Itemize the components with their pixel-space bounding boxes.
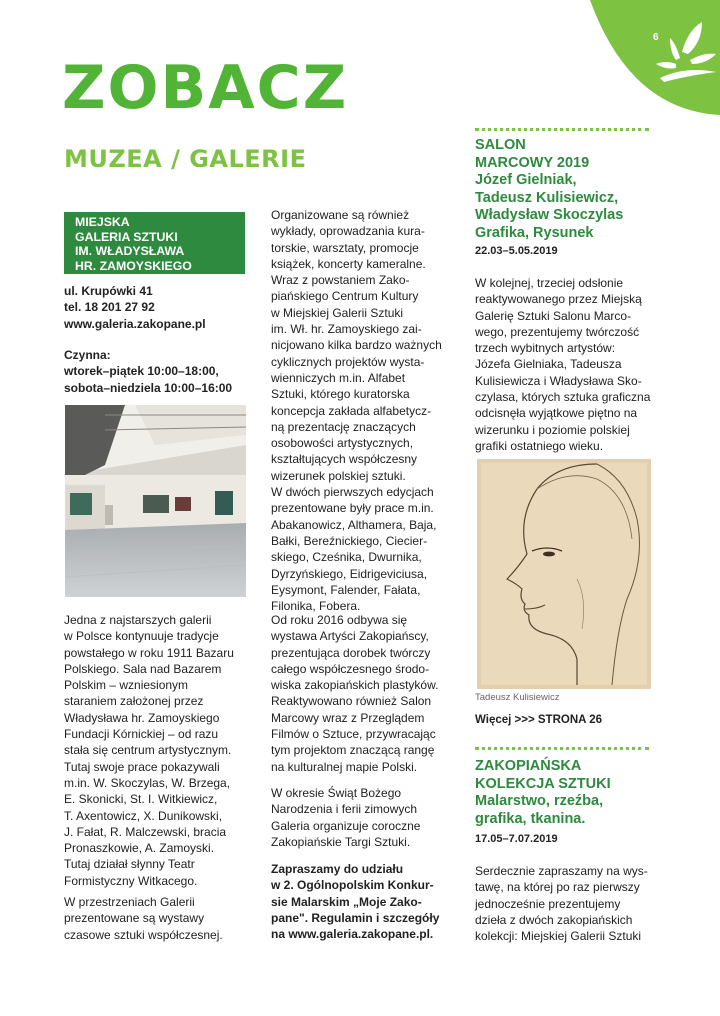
- text-line: Pronaszkowie, A. Zamoyski.: [64, 841, 215, 856]
- title-line: grafika, tkanina.: [475, 810, 586, 827]
- text-line: reaktywowanego przez Miejską: [475, 292, 642, 307]
- salon-title: [475, 137, 623, 242]
- title-line: MARCOWY 2019: [475, 154, 590, 171]
- text-line: J. Fałat, R. Malczewski, bracia: [64, 824, 227, 839]
- title-line: Władysław Skoczylas: [475, 207, 624, 223]
- text-line: Marcowy wraz z Przeglądem: [271, 710, 425, 725]
- text-line: Galeria organizuje coroczne: [271, 818, 421, 833]
- text-line: Tutaj swoje prace pokazywali: [64, 759, 220, 774]
- programs-text: [271, 207, 442, 614]
- text-line: prezentowane były prace m.in.: [271, 501, 434, 516]
- salon-description: [475, 275, 650, 454]
- text-line: T. Axentowicz, X. Dunikowski,: [64, 808, 223, 823]
- page-number: 6: [653, 32, 659, 43]
- title-line: KOLEKCJA SZTUKI: [475, 775, 611, 792]
- section-title: MUZEA / GALERIE: [64, 145, 307, 173]
- hours-weekend: sobota–niedziela 10:00–16:00: [64, 380, 233, 395]
- zakopianska-date: 17.05–7.07.2019: [475, 833, 558, 845]
- portrait-caption: Tadeusz Kulisiewicz: [475, 692, 560, 703]
- text-line: prezentowane są wystawy: [64, 911, 205, 926]
- page-title: ZOBACZ: [62, 53, 349, 123]
- text-line: Filmów o Sztuce, przywracając: [271, 727, 436, 742]
- text-line: Narodzenia i ferii zimowych: [271, 802, 418, 817]
- title-line: SALON: [475, 137, 526, 153]
- text-line: tym projektom znaczącą rangę: [271, 743, 435, 758]
- text-line: W okresie Świąt Bożego: [271, 786, 402, 800]
- salon-date: 22.03–5.05.2019: [475, 245, 558, 257]
- phone: tel. 18 201 27 92: [64, 300, 155, 315]
- gallery-name-box: [64, 212, 245, 274]
- text-line: Reaktywowano również Salon: [271, 694, 432, 709]
- contact-info: [64, 283, 206, 332]
- website-link[interactable]: www.galeria.zakopane.pl: [64, 316, 206, 331]
- text-line: wystawa Artyści Zakopiańscy,: [271, 629, 429, 644]
- text-line: wiska zakopiańskich plastyków.: [271, 678, 439, 693]
- text-line: Filonika, Fobera.: [271, 599, 361, 614]
- text-line: sie Malarskim „Moje Zako-: [271, 894, 422, 909]
- gallery-history-text: [64, 612, 234, 889]
- exhibitions-text: [64, 894, 223, 943]
- gallery-name-line: HR. ZAMOYSKIEGO: [75, 258, 192, 273]
- text-line: powstałego w roku 1911 Bazaru: [64, 645, 234, 660]
- text-line: wizerunku i poziomie polskiej: [475, 422, 630, 437]
- title-line: ZAKOPIAŃSKA: [475, 758, 582, 774]
- text-line: nicjowano kilka bardzo ważnych: [271, 338, 442, 353]
- zakopianska-title: [475, 758, 611, 828]
- artists-exhibition-text: [271, 612, 438, 775]
- text-line: piańskiego Centrum Kultury: [271, 289, 419, 304]
- text-line: Sztuki, którego kuratorska: [271, 387, 410, 402]
- gallery-interior-photo: [65, 405, 246, 597]
- text-line: czylasa, których sztuka graficzna: [475, 390, 651, 405]
- text-line: osobowości artystycznych,: [271, 436, 414, 451]
- text-line: odcisnęła wyjątkowe piętno na: [475, 406, 638, 421]
- text-line: wego, prezentujemy twórczość: [475, 324, 640, 339]
- text-line: Polskim – wzniesionym: [64, 678, 189, 693]
- text-line: staraniem założonej przez: [64, 694, 204, 709]
- text-line: kolekcji: Miejskiej Galerii Sztuki: [475, 929, 642, 944]
- text-line: torskie, warsztaty, promocje: [271, 240, 419, 255]
- text-line: całego współczesnego środo-: [271, 661, 430, 676]
- text-line: wizerunek polskiej sztuki.: [271, 468, 406, 483]
- text-line: Abakanowicz, Althamera, Baja,: [271, 517, 437, 532]
- more-link[interactable]: Więcej >>> STRONA 26: [475, 714, 602, 726]
- text-line: wykłady, oprowadzania kura-: [271, 224, 425, 239]
- text-line: jednocześnie prezentujemy: [475, 896, 621, 911]
- title-line: Tadeusz Kulisiewicz,: [475, 189, 619, 206]
- text-line: czasowe sztuki współczesnej.: [64, 927, 223, 942]
- text-line: Dyrzyńskiego, Eidrigeviciusa,: [271, 566, 428, 581]
- text-line: Formistyczny Witkacego.: [64, 873, 198, 888]
- text-line: Fundacji Kórnickiej – od razu: [64, 727, 219, 742]
- text-line: Kulisiewicza i Władysława Sko-: [475, 373, 642, 388]
- christmas-fair-text: [271, 785, 420, 850]
- text-line: E. Skonicki, St. I. Witkiewicz,: [64, 792, 218, 807]
- text-line: pane". Regulamin i szczegóły: [271, 910, 440, 925]
- text-line: Galerię Sztuki Salonu Marco-: [475, 308, 632, 323]
- hours-label: Czynna:: [64, 348, 111, 362]
- opening-hours: [64, 347, 232, 396]
- title-line: Malarstwo, rzeźba,: [475, 793, 604, 809]
- text-line: prezentująca dorobek twórczy: [271, 645, 431, 660]
- text-line: książek, koncerty kameralne.: [271, 256, 426, 271]
- text-line: Zakopiańskie Targi Sztuki.: [271, 834, 411, 849]
- contest-invitation-text: [271, 861, 439, 942]
- text-line: Organizowane są również: [271, 208, 410, 222]
- text-line: Tutaj działał słynny Teatr: [64, 857, 195, 872]
- zakopianska-description: [475, 863, 648, 944]
- text-line: W przestrzeniach Galerii: [64, 895, 195, 909]
- text-line: Wraz z powstaniem Zako-: [271, 273, 410, 288]
- gallery-name-line: GALERIA SZTUKI: [75, 229, 178, 244]
- text-line: w Polsce kontynuuje tradycje: [64, 629, 219, 644]
- corner-badge: [590, 0, 720, 115]
- hours-weekdays: wtorek–piątek 10:00–18:00,: [64, 364, 219, 379]
- address: ul. Krupówki 41: [64, 284, 153, 298]
- text-line: na kulturalnej mapie Polski.: [271, 759, 418, 774]
- text-line: Eysymont, Falender, Fałata,: [271, 582, 421, 597]
- text-line: Zapraszamy do udziału: [271, 862, 404, 876]
- text-line: tawę, na której po raz pierwszy: [475, 880, 640, 895]
- text-line: Serdecznie zapraszamy na wys-: [475, 864, 648, 878]
- text-line: dzieła z dwóch zakopiańskich: [475, 912, 633, 927]
- text-line: grafiki ostatniego wieku.: [475, 438, 604, 453]
- text-line: Od roku 2016 odbywa się: [271, 613, 408, 627]
- dotted-divider: [475, 128, 649, 135]
- text-line: im. Wł. hr. Zamoyskiego zai-: [271, 322, 422, 337]
- text-line: w 2. Ogólnopolskim Konkur-: [271, 878, 434, 893]
- gallery-name-line: MIEJSKA: [75, 215, 130, 229]
- text-line: W dwóch pierwszych edycjach: [271, 485, 434, 500]
- text-line: trzech wybitnych artystów:: [475, 341, 616, 356]
- text-line: na www.galeria.zakopane.pl.: [271, 927, 434, 942]
- kulisiewicz-portrait-image: [477, 459, 651, 689]
- text-line: m.in. W. Skoczylas, W. Brzega,: [64, 775, 231, 790]
- text-line: Władysława hr. Zamoyskiego: [64, 710, 220, 725]
- text-line: Polskiego. Sala nad Bazarem: [64, 661, 222, 676]
- title-line: Józef Gielniak,: [475, 172, 577, 188]
- text-line: wienniczych m.in. Alfabet: [271, 370, 406, 385]
- text-line: koncepcja zakłada alfabetycz-: [271, 403, 432, 418]
- text-line: cyklicznych projektów wysta-: [271, 354, 425, 369]
- text-line: W kolejnej, trzeciej odsłonie: [475, 276, 624, 290]
- text-line: ną prezentację znaczących: [271, 419, 416, 434]
- text-line: Bałki, Bereźnickiego, Ciecier-: [271, 533, 428, 548]
- dotted-divider: [475, 747, 649, 754]
- text-line: Jedna z najstarszych galerii: [64, 613, 212, 627]
- gallery-name-line: IM. WŁADYSŁAWA: [75, 244, 185, 258]
- title-line: Grafika, Rysunek: [475, 224, 594, 241]
- text-line: kształtujących współczesny: [271, 452, 418, 467]
- text-line: stała się centrum artystycznym.: [64, 743, 232, 758]
- text-line: skiego, Cześnika, Dwurnika,: [271, 550, 422, 565]
- text-line: Józefa Gielniaka, Tadeusza: [475, 357, 622, 372]
- text-line: w Miejskiej Galerii Sztuki: [271, 305, 404, 320]
